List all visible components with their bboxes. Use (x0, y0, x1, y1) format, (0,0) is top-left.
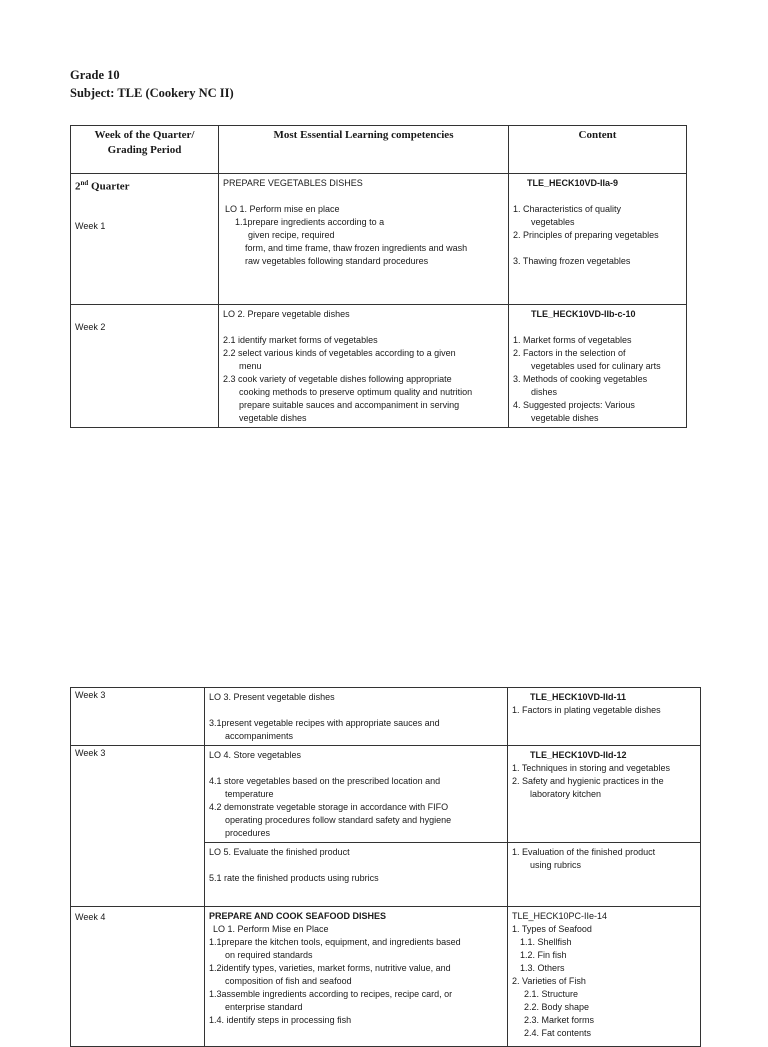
competency-line: prepare suitable sauces and accompaniment in serving (239, 400, 460, 410)
competency-line: enterprise standard (225, 1002, 303, 1012)
table-row (71, 174, 687, 305)
header-week: Week of the Quarter/ Grading Period (71, 126, 219, 174)
competency-line: form, and time frame, thaw frozen ingredients and wash (245, 243, 468, 253)
competency-line: composition of fish and seafood (225, 976, 352, 986)
header-competencies: Most Essential Learning competencies (219, 126, 509, 174)
competency-line: LO 1. Perform Mise en Place (213, 924, 329, 934)
competency-line: 3.1present vegetable recipes with appropriate sauces and (209, 718, 440, 728)
competency-line: 1.1prepare ingredients according to a (235, 217, 385, 227)
content-line: 4. Suggested projects: Various (513, 400, 635, 410)
competency-code: TLE_HECK10PC-IIe-14 (512, 911, 608, 921)
content-line: 2.1. Structure (524, 989, 579, 999)
competency-code: TLE_HECK10VD-IIb-c-10 (531, 309, 636, 319)
content-cell (508, 843, 701, 907)
header-content: Content (509, 126, 687, 174)
content-line: 1. Techniques in storing and vegetables (512, 763, 670, 773)
competency-line: 2.2 select various kinds of vegetables according to a given (223, 348, 456, 358)
content-line: 2. Factors in the selection of (513, 348, 626, 358)
week-cell (71, 174, 219, 305)
competency-line: menu (239, 361, 262, 371)
table-row (71, 305, 687, 428)
content-line: 2.3. Market forms (524, 1015, 595, 1025)
competency-cell (205, 843, 508, 907)
competency-line: 2.1 identify market forms of vegetables (223, 335, 378, 345)
competency-line: 1.2identify types, varieties, market forms, nutritive value, and (209, 963, 451, 973)
content-line: 1. Market forms of vegetables (513, 335, 632, 345)
competency-line: LO 1. Perform mise en place (225, 204, 340, 214)
competency-line: LO 3. Present vegetable dishes (209, 692, 335, 702)
content-cell (508, 907, 701, 1047)
table-row (71, 688, 701, 746)
content-cell (509, 174, 687, 305)
competency-cell (205, 688, 508, 746)
competency-cell (205, 746, 508, 843)
competency-line: 2.3 cook variety of vegetable dishes following appropriate (223, 374, 452, 384)
competency-line: operating procedures follow standard safety and hygiene (225, 815, 452, 825)
competency-line: procedures (225, 828, 271, 838)
content-cell (508, 746, 701, 843)
week-cell (71, 688, 205, 746)
competency-line: LO 4. Store vegetables (209, 750, 302, 760)
content-line: 1. Types of Seafood (512, 924, 592, 934)
competency-code: TLE_HECK10VD-IIa-9 (527, 178, 619, 188)
content-line: 1. Evaluation of the finished product (512, 847, 656, 857)
content-line: 2. Varieties of Fish (512, 976, 586, 986)
competency-cell (219, 174, 509, 305)
competency-line: cooking methods to preserve optimum quality and nutrition (239, 387, 473, 397)
content-line: laboratory kitchen (530, 789, 602, 799)
competency-line: 1.4. identify steps in processing fish (209, 1015, 352, 1025)
table-row (71, 907, 701, 1047)
content-line: vegetable dishes (531, 413, 599, 423)
grade-label: Grade 10 (70, 68, 120, 82)
week-label: Week 3 (75, 690, 106, 700)
content-line: 3. Thawing frozen vegetables (513, 256, 631, 266)
competency-line: vegetable dishes (239, 413, 307, 423)
competency-line: given recipe, required (248, 230, 335, 240)
content-line: 3. Methods of cooking vegetables (513, 374, 648, 384)
competency-line: on required standards (225, 950, 313, 960)
content-line: 1. Characteristics of quality (513, 204, 622, 214)
competency-line: temperature (225, 789, 274, 799)
competency-code: TLE_HECK10VD-IId-11 (530, 692, 627, 702)
competency-line: PREPARE VEGETABLES DISHES (223, 178, 363, 188)
content-line: using rubrics (530, 860, 582, 870)
content-line: 1.3. Others (520, 963, 565, 973)
content-cell (508, 688, 701, 746)
content-line: dishes (531, 387, 558, 397)
competency-line: 4.2 demonstrate vegetable storage in accordance with FIFO (209, 802, 449, 812)
week-label: Week 4 (75, 912, 106, 922)
content-line: 2.2. Body shape (524, 1002, 590, 1012)
competency-table-2 (70, 687, 701, 1047)
competency-line: accompaniments (225, 731, 294, 741)
week-label: Week 2 (75, 322, 106, 332)
content-line: 1. Factors in plating vegetable dishes (512, 705, 661, 715)
competency-table-1 (70, 125, 687, 428)
content-line: 2. Principles of preparing vegetables (513, 230, 659, 240)
week-label: Week 1 (75, 220, 106, 231)
content-line: 2. Safety and hygienic practices in the (512, 776, 664, 786)
competency-cell (205, 907, 508, 1047)
content-cell (509, 305, 687, 428)
competency-line: 5.1 rate the finished products using rubrics (209, 873, 379, 883)
competency-line: LO 5. Evaluate the finished product (209, 847, 350, 857)
competency-line: 1.1prepare the kitchen tools, equipment, and ingredients based (209, 937, 461, 947)
competency-line: raw vegetables following standard procedures (245, 256, 429, 266)
content-line: 2.4. Fat contents (524, 1028, 592, 1038)
week-cell (71, 907, 205, 1047)
subject-label: Subject: TLE (Cookery NC II) (70, 86, 234, 100)
content-line: 1.2. Fin fish (520, 950, 567, 960)
week-cell (71, 746, 205, 907)
table-row (71, 746, 701, 843)
competency-line: LO 2. Prepare vegetable dishes (223, 309, 350, 319)
quarter-label: 2nd Quarter (75, 179, 130, 193)
content-line: vegetables (531, 217, 575, 227)
week-cell (71, 305, 219, 428)
competency-line: 1.3assemble ingredients according to recipes, recipe card, or (209, 989, 453, 999)
content-line: 1.1. Shellfish (520, 937, 572, 947)
competency-cell (219, 305, 509, 428)
week-label: Week 3 (75, 748, 106, 758)
competency-code: TLE_HECK10VD-IId-12 (530, 750, 627, 760)
content-line: vegetables used for culinary arts (531, 361, 661, 371)
competency-line: 4.1 store vegetables based on the prescribed location and (209, 776, 441, 786)
competency-line: PREPARE AND COOK SEAFOOD DISHES (209, 911, 387, 921)
